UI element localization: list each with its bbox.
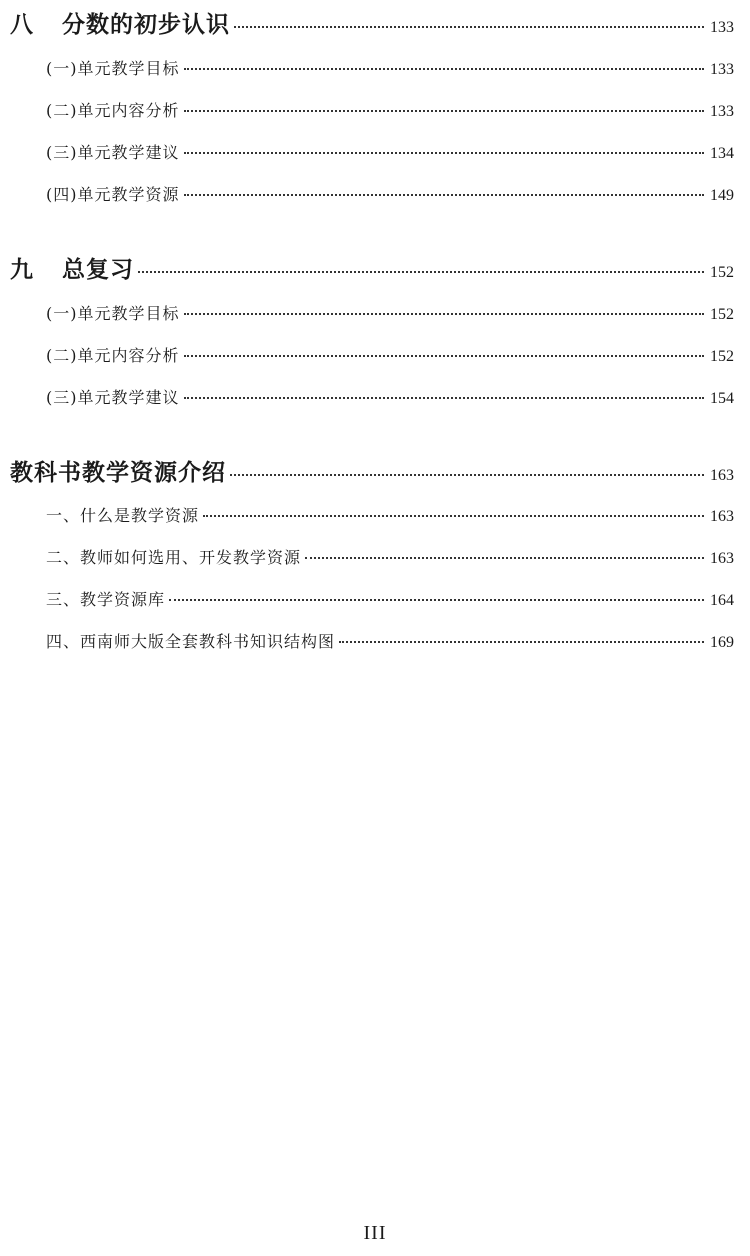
page-number: 152: [710, 264, 734, 281]
section-title: (二)单元内容分析: [46, 346, 180, 365]
chapter-title: 总复习: [62, 257, 134, 283]
toc-section[interactable]: [0, 503, 750, 526]
toc-section[interactable]: [0, 98, 750, 121]
toc-section[interactable]: [0, 182, 750, 205]
page-number: 164: [710, 592, 734, 609]
page-number: 163: [710, 550, 734, 567]
section-title: (一)单元教学目标: [46, 59, 180, 78]
chapter-title: 教科书教学资源介绍: [10, 460, 226, 486]
dot-leader: [203, 515, 704, 517]
page-number: 134: [710, 145, 734, 162]
page-number: 133: [710, 19, 734, 36]
toc-section[interactable]: [0, 587, 750, 610]
dot-leader: [184, 194, 705, 196]
page-number: 163: [710, 508, 734, 525]
dot-leader: [184, 110, 705, 112]
dot-leader: [184, 152, 705, 154]
toc-section[interactable]: [0, 56, 750, 79]
page-number: 133: [710, 61, 734, 78]
page-number: 154: [710, 390, 734, 407]
section-title: (二)单元内容分析: [46, 101, 180, 120]
chapter-number: 九: [10, 257, 34, 283]
dot-leader: [184, 68, 705, 70]
toc-section[interactable]: [0, 140, 750, 163]
toc-chapter-9[interactable]: [0, 251, 750, 284]
page-number: 149: [710, 187, 734, 204]
toc-section[interactable]: [0, 385, 750, 408]
dot-leader: [169, 599, 704, 601]
section-title: (三)单元教学建议: [46, 143, 180, 162]
section-title: (一)单元教学目标: [46, 304, 180, 323]
page-number: 133: [710, 103, 734, 120]
section-title: 四、西南师大版全套教科书知识结构图: [46, 632, 336, 651]
toc-chapter-resources[interactable]: [0, 454, 750, 487]
dot-leader: [230, 474, 704, 476]
page-number: 152: [710, 348, 734, 365]
toc-section[interactable]: [0, 343, 750, 366]
folio-page-number: III: [363, 1222, 387, 1244]
page-number: 169: [710, 634, 734, 651]
toc-section[interactable]: [0, 545, 750, 568]
chapter-title: 分数的初步认识: [62, 12, 230, 38]
dot-leader: [184, 313, 705, 315]
toc-section[interactable]: [0, 301, 750, 324]
section-title: (四)单元教学资源: [46, 185, 180, 204]
chapter-number: 八: [10, 12, 34, 38]
section-title: 一、什么是教学资源: [46, 506, 200, 525]
section-title: 二、教师如何选用、开发教学资源: [46, 548, 302, 567]
toc-section[interactable]: [0, 629, 750, 652]
section-title: 三、教学资源库: [46, 590, 166, 609]
dot-leader: [339, 641, 704, 643]
dot-leader: [184, 355, 705, 357]
page-number: 163: [710, 467, 734, 484]
dot-leader: [234, 26, 704, 28]
section-title: (三)单元教学建议: [46, 388, 180, 407]
toc-chapter-8[interactable]: [0, 6, 750, 39]
dot-leader: [305, 557, 704, 559]
dot-leader: [138, 271, 704, 273]
dot-leader: [184, 397, 705, 399]
page-number: 152: [710, 306, 734, 323]
